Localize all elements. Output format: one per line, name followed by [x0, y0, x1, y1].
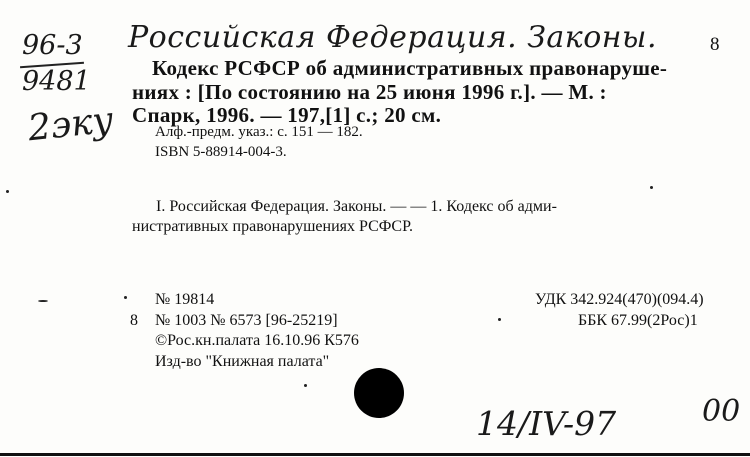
handwritten-heading: Российская Федерация. Законы.: [128, 20, 657, 55]
title-line-3: Спарк, 1996. — 197,[1] с.; 20 см.: [132, 103, 442, 127]
card-bottom-edge: [0, 453, 750, 456]
scan-speck: [6, 190, 9, 193]
shelf-mark-top: 96-3: [22, 30, 83, 61]
scan-speck: [38, 300, 48, 302]
subject-line-1: I. Российская Федерация. Законы. — — 1. Кодекс об адми-: [156, 198, 557, 215]
bbk-code: ББК 67.99(2Рос)1: [578, 312, 698, 329]
publisher-line: Изд-во "Книжная палата": [155, 353, 330, 370]
scan-speck: [124, 296, 127, 299]
title-line-1: Кодекс РСФСР об административных правонаруше-: [152, 56, 668, 80]
isbn: ISBN 5-88914-004-3.: [155, 144, 287, 160]
record-number-2: № 1003 № 6573 [96-25219]: [155, 312, 338, 329]
scan-speck: [498, 318, 501, 321]
udk-code: УДК 342.924(470)(094.4): [535, 291, 704, 308]
scan-speck: [304, 384, 307, 387]
book-chamber-line: ©Рос.кн.палата 16.10.96 К576: [155, 332, 359, 349]
record-number-2-prefix: 8: [130, 312, 138, 329]
subject-line-2: нистративных правонарушениях РСФСР.: [132, 218, 413, 235]
scan-speck: [650, 186, 653, 189]
record-number: № 19814: [155, 291, 215, 308]
shelf-mark-bottom: 9481: [22, 66, 91, 97]
punch-hole: [354, 368, 404, 418]
handwritten-mark-right: 00: [702, 394, 741, 429]
title-line-2: ниях : [По состоянию на 25 июня 1996 г.]. — М. :: [132, 80, 607, 104]
handwritten-date-stamp: 14/IV-97: [476, 404, 617, 443]
card-number: 8: [710, 34, 720, 55]
handwritten-note: 2эку: [26, 99, 116, 150]
index-note: Алф.-предм. указ.: с. 151 — 182.: [155, 124, 363, 140]
